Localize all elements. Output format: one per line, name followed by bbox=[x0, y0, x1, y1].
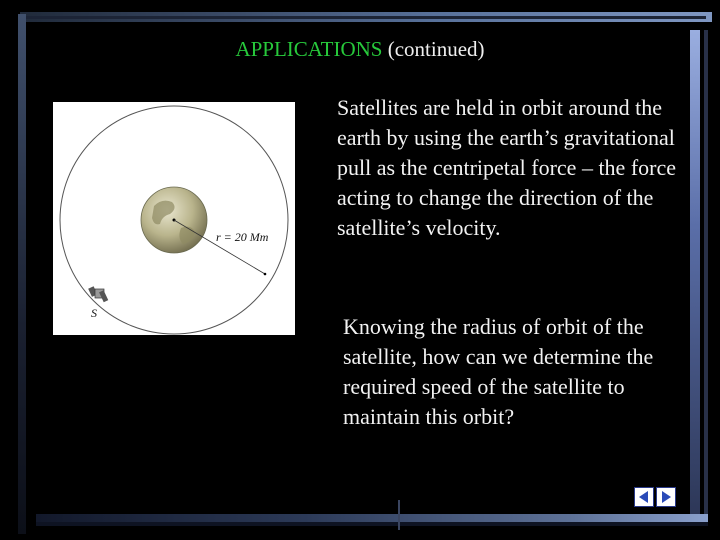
slide-navigation bbox=[634, 487, 676, 507]
paragraph-question: Knowing the radius of orbit of the satellite, how can we determine the required speed of the satellite to maintain this orbit? bbox=[343, 314, 654, 429]
orbit-figure bbox=[53, 102, 295, 335]
triangle-left-icon bbox=[635, 488, 653, 506]
triangle-right-icon bbox=[657, 488, 675, 506]
paragraph-satellite-orbit: Satellites are held in orbit around the earth by using the earth’s gravitational pull as the centripetal force – the force acting to change the direction of the satellite’s velocity. bbox=[337, 95, 677, 240]
left-decor-bar bbox=[18, 14, 26, 534]
satellite-icon bbox=[88, 286, 108, 302]
title-main: APPLICATIONS bbox=[235, 37, 383, 61]
bottom-decor-tick bbox=[398, 500, 400, 530]
bottom-decor-bar bbox=[36, 514, 708, 522]
slide-title bbox=[0, 37, 720, 62]
top-decor-line bbox=[26, 16, 706, 19]
next-slide-button[interactable] bbox=[656, 487, 676, 507]
previous-slide-button[interactable] bbox=[634, 487, 654, 507]
right-decor-line bbox=[704, 30, 708, 520]
radius-label: r = 20 Mm bbox=[216, 230, 269, 244]
satellite-label: S bbox=[91, 306, 97, 320]
bottom-decor-line bbox=[36, 522, 708, 526]
title-sub: (continued) bbox=[387, 37, 485, 61]
